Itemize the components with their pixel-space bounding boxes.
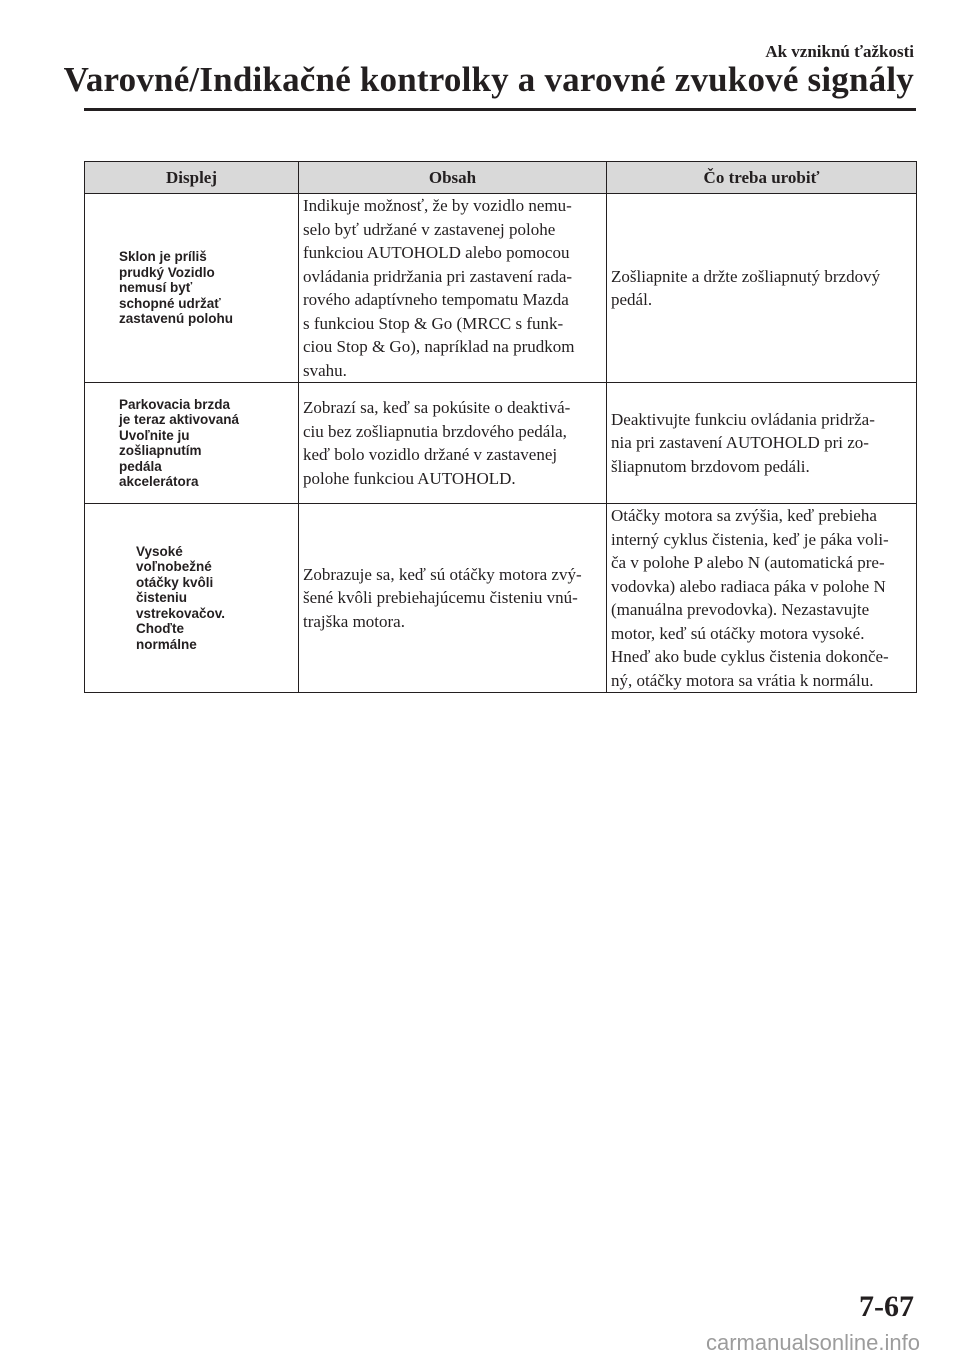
table-row bbox=[85, 383, 917, 504]
display-cell bbox=[85, 383, 299, 504]
action-cell: Deaktivujte funkciu ovládania pridrža- nia pri zastavení AUTOHOLD pri zo- šliapnutom brzdovom pedáli. bbox=[607, 383, 917, 504]
display-cell bbox=[85, 504, 299, 693]
warning-table bbox=[84, 161, 917, 693]
action-cell: Otáčky motora sa zvýšia, keď prebieha interný cyklus čistenia, keď je páka voli- ča v polohe P alebo N (automatická pre- vodovka) alebo radiaca páka v polohe N (manuálna prevodovka). Nezastavujte motor, keď sú otáčky motora vysoké. Hneď ako bude cyklus čistenia dokonče- ný, otáčky motora sa vrátia k normálu. bbox=[607, 504, 917, 693]
column-header-action: Čo treba urobiť bbox=[607, 162, 917, 194]
chapter-title: Ak vzniknú ťažkosti bbox=[765, 42, 914, 61]
table-header-row bbox=[85, 162, 917, 194]
page-title: Varovné/Indikačné kontrolky a varovné zvukové signály bbox=[63, 60, 914, 99]
content-cell: Zobrazí sa, keď sa pokúsite o deaktivá- ciu bez zošliapnutia brzdového pedála, keď bolo vozidlo držané v zastavenej polohe funkciou AUTOHOLD. bbox=[299, 383, 607, 504]
display-message: Parkovacia brzda je teraz aktivovaná Uvoľnite ju zošliapnutím pedála akcelerátora bbox=[119, 396, 240, 489]
action-cell: Zošliapnite a držte zošliapnutý brzdový pedál. bbox=[607, 194, 917, 383]
display-message: Vysoké voľnobežné otáčky kvôli čisteniu vstrekovačov. Choďte normálne bbox=[136, 543, 226, 652]
content-cell: Indikuje možnosť, že by vozidlo nemu- selo byť udržané v zastavenej polohe funkciou AUTOHOLD alebo pomocou ovládania pridržania pri zastavení rada- rového adaptívneho tempomatu Mazda s funkciou Stop & Go (MRCC s funk- ciou Stop & Go), napríklad na prudkom svahu. bbox=[299, 194, 607, 383]
display-cell bbox=[85, 194, 299, 383]
column-header-content: Obsah bbox=[299, 162, 607, 194]
display-message: Sklon je príliš prudký Vozidlo nemusí byť schopné udržať zastavenú polohu bbox=[119, 249, 234, 327]
content-cell: Zobrazuje sa, keď sú otáčky motora zvý- šené kvôli prebiehajúcemu čisteniu vnú- trajška motora. bbox=[299, 504, 607, 693]
title-rule bbox=[84, 108, 916, 111]
table-row bbox=[85, 504, 917, 693]
watermark: carmanualsonline.info bbox=[705, 1330, 920, 1355]
table-row bbox=[85, 194, 917, 383]
column-header-display: Displej bbox=[85, 162, 299, 194]
page-number: 7-67 bbox=[859, 1290, 914, 1323]
